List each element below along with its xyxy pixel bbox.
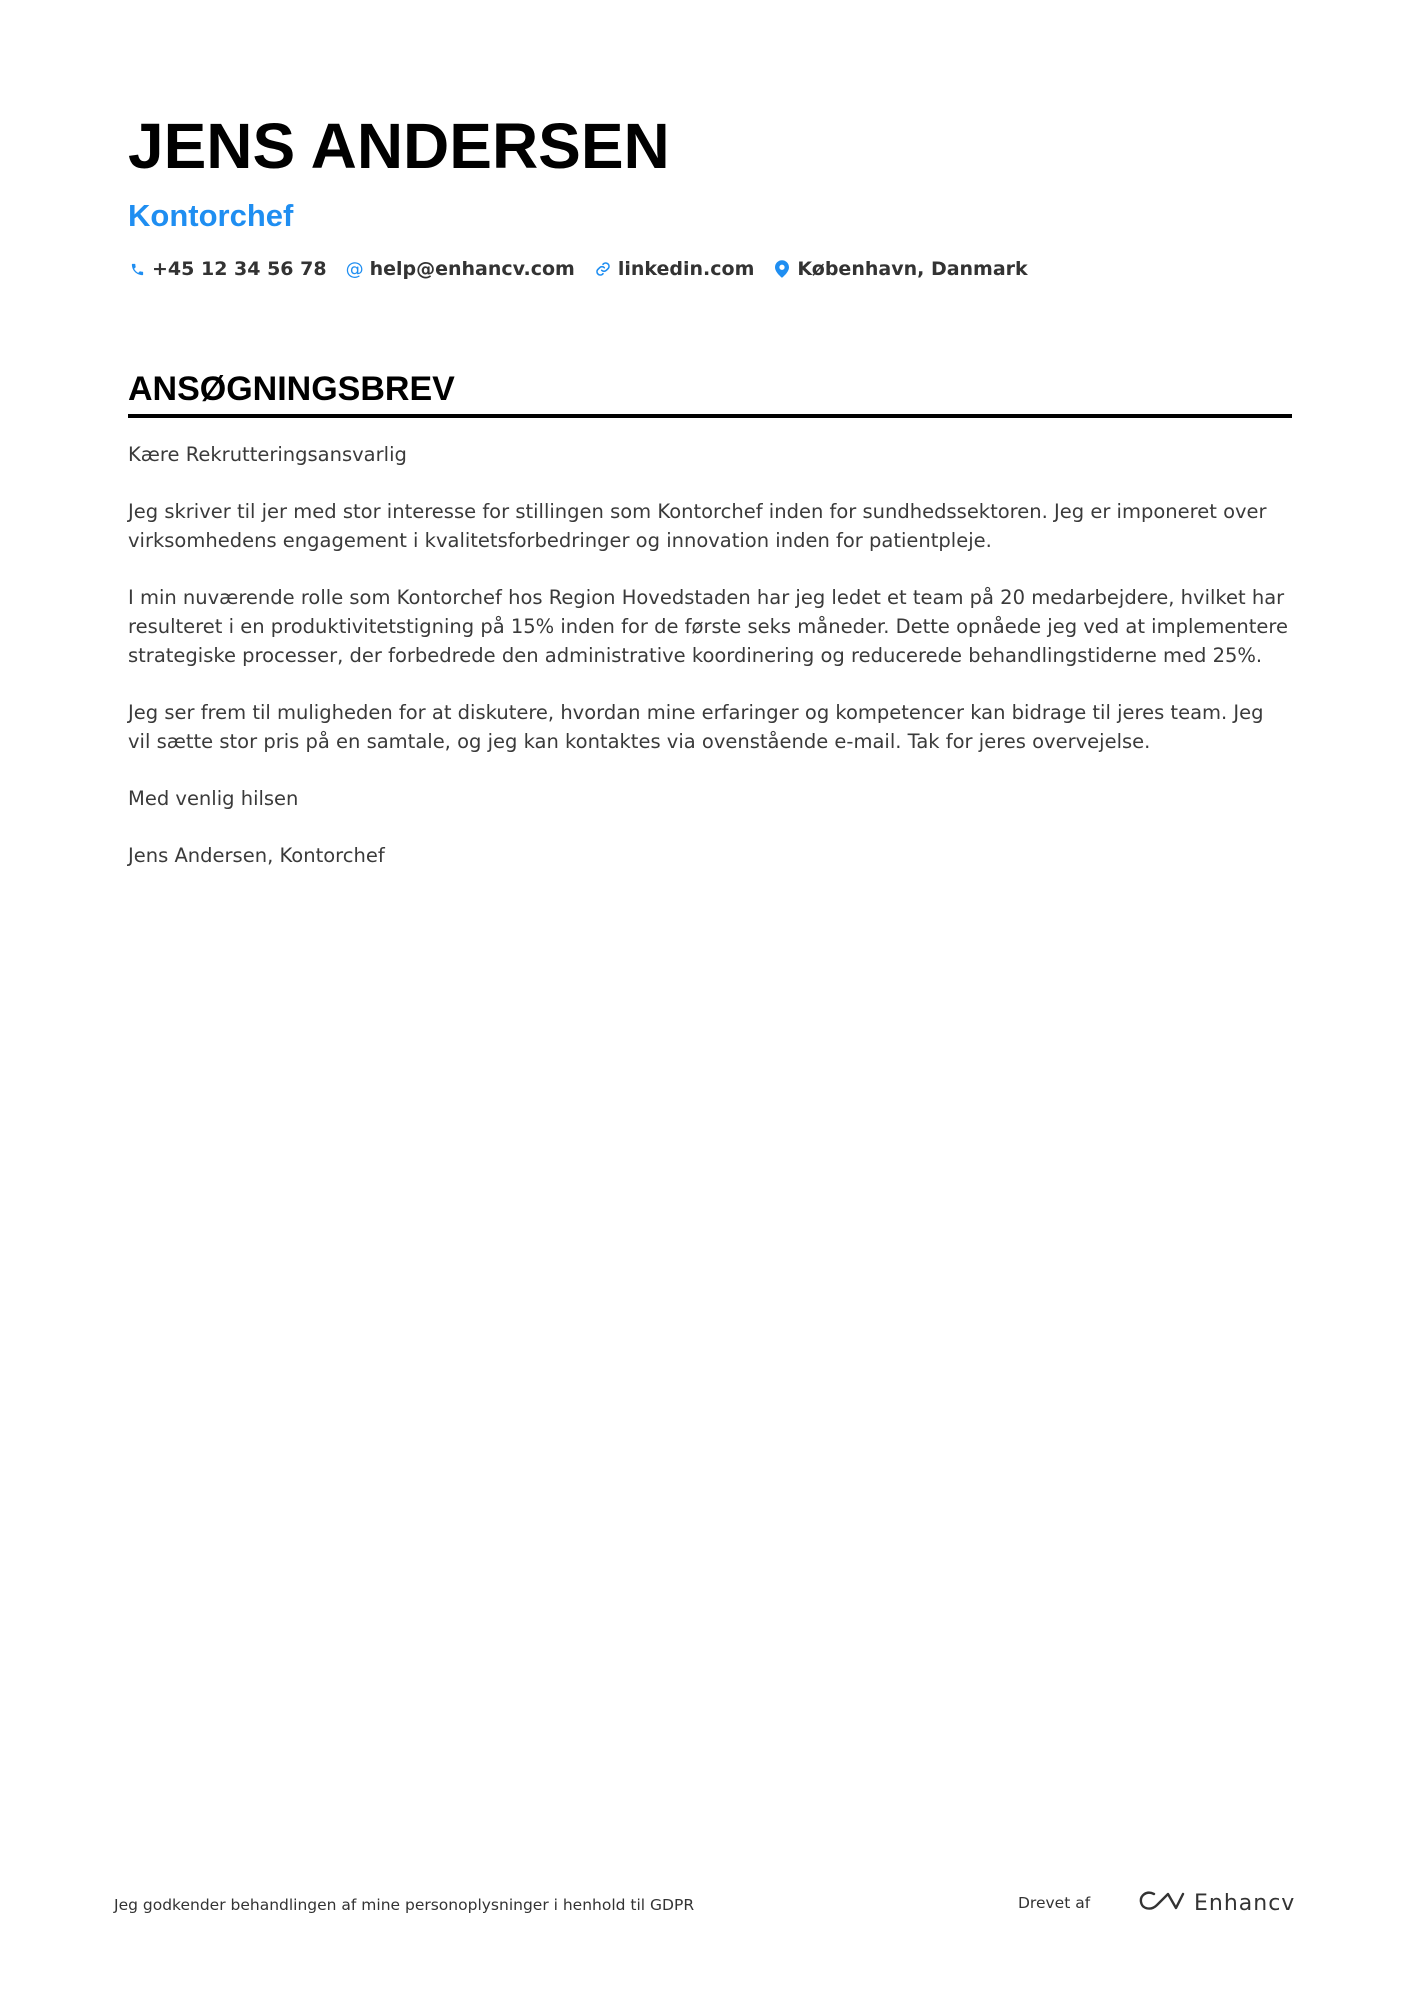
candidate-role: Kontorchef — [128, 198, 294, 233]
contact-linkedin-text[interactable]: linkedin.com — [617, 258, 755, 280]
letter-paragraph: I min nuværende rolle som Kontorchef hos Region Hovedstaden har jeg ledet et team på 20 medarbejdere, hvilket har resulteret i en produktivitetstigning på 15% inden for de første seks måneder. Dette opnåede jeg ved at implementere strategiske processer, der forbedrede den administrative koordinering og reducerede behandlingstiderne med 25%. — [128, 586, 1288, 667]
letter-section-header — [128, 368, 1292, 418]
gdpr-consent-text: Jeg godkender behandlingen af mine personoplysninger i henhold til GDPR — [114, 1896, 695, 1914]
contact-email[interactable] — [346, 258, 575, 280]
powered-by-label: Drevet af — [1018, 1894, 1091, 1912]
section-divider — [128, 414, 1292, 418]
at-icon: @ — [345, 258, 364, 280]
contact-phone-text: +45 12 34 56 78 — [152, 258, 327, 280]
letter-signature: Jens Andersen, Kontorchef — [128, 844, 385, 867]
contact-phone — [128, 258, 327, 280]
letter-paragraph: Jeg ser frem til muligheden for at diskutere, hvordan mine erfaringer og kompetencer kan bidrage til jeres team. Jeg vil sætte stor pris på en samtale, og jeg kan kontaktes via ovenstående e-mail. Tak for jeres overvejelse. — [128, 701, 1264, 753]
contact-location — [773, 258, 1027, 280]
contact-linkedin[interactable] — [594, 258, 755, 280]
candidate-name: JENS ANDERSEN — [128, 110, 670, 182]
link-icon — [594, 259, 612, 279]
contact-bar — [128, 258, 1292, 280]
enhancv-brand[interactable] — [1138, 1888, 1295, 1918]
enhancv-logo-icon — [1138, 1888, 1186, 1918]
contact-location-text: København, Danmark — [797, 258, 1028, 280]
letter-closing: Med venlig hilsen — [128, 787, 299, 810]
letter-paragraph: Jeg skriver til jer med stor interesse for stillingen som Kontorchef inden for sundhedssektoren. Jeg er imponeret over virksomhedens engagement i kvalitetsforbedringer og innovation inden for patientpleje. — [128, 500, 1267, 552]
section-title: ANSØGNINGSBREV — [128, 370, 455, 408]
letter-body — [128, 440, 1292, 898]
header — [128, 108, 1292, 280]
phone-icon — [128, 259, 146, 279]
location-pin-icon — [773, 259, 791, 279]
enhancv-brand-text: Enhancv — [1194, 1890, 1296, 1916]
letter-salutation: Kære Rekrutteringsansvarlig — [128, 443, 407, 466]
contact-email-text[interactable]: help@enhancv.com — [369, 258, 575, 280]
footer — [114, 1888, 1296, 1928]
